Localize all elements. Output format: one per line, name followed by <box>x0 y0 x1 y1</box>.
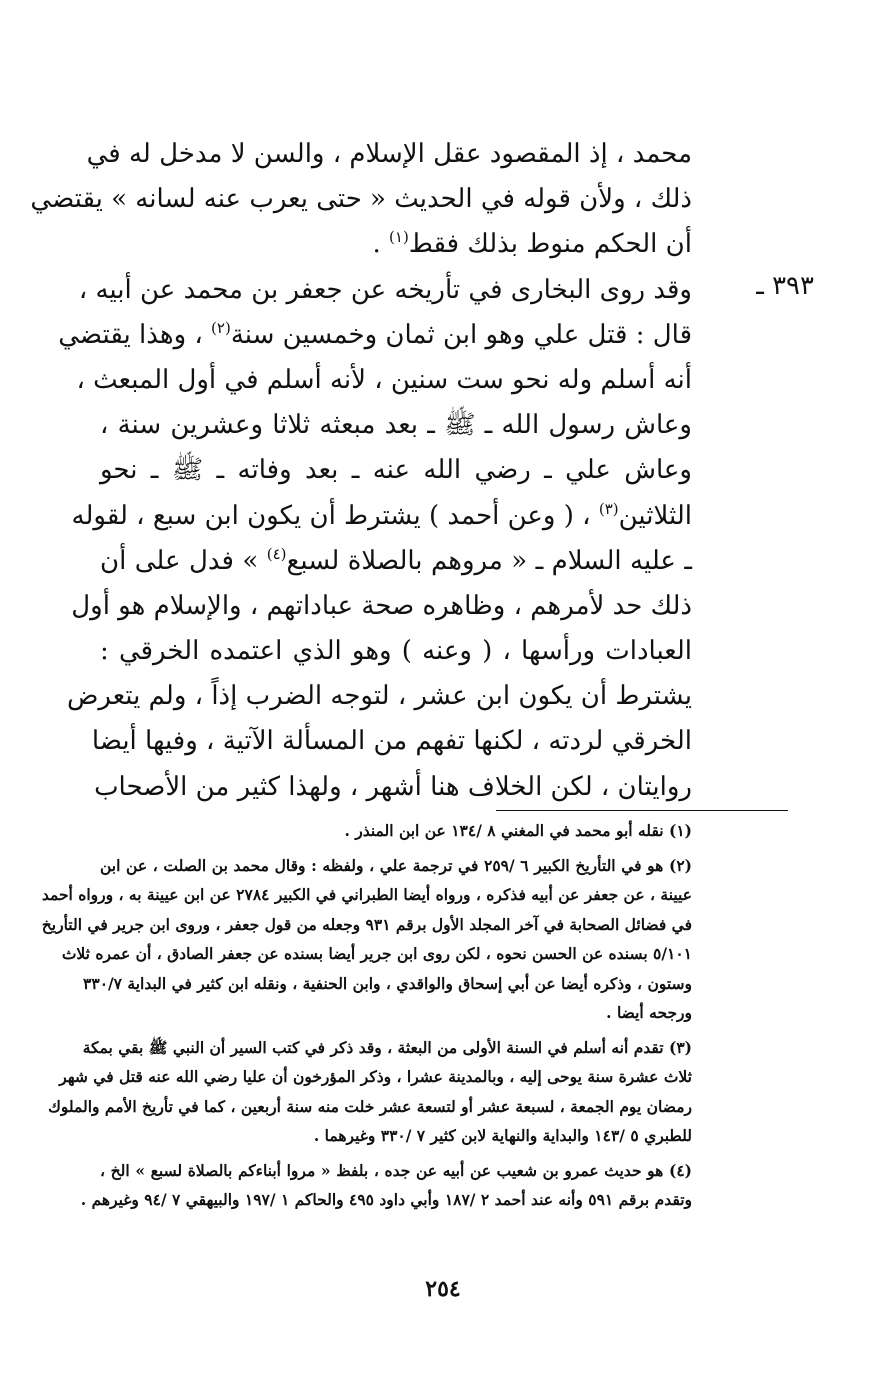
main-line: روايتان ، لكن الخلاف هنا أشهر ، ولهذا كثير من الأصحاب <box>94 771 692 802</box>
main-line: العبادات ورأسها ، ( وعنه ) وهو الذي اعتمده الخرقي : <box>100 636 692 667</box>
footnote-line: ورجحه أيضا . <box>606 1003 692 1022</box>
main-line-tail: ، ( وعن أحمد ) يشترط أن يكون ابن سبع ، لقوله <box>71 500 599 531</box>
footnote-3 <box>48 1033 692 1151</box>
footnote-line: (١) نقله أبو محمد في المغني ٨ /١٣٤ عن ابن المنذر . <box>344 821 692 840</box>
footnote-line: ثلاث عشرة سنة يوحى إليه ، وبالمدينة عشرا ، وذكر المؤرخون أن عليا رضي الله عنه قتل في شهر <box>59 1067 692 1086</box>
main-line-text: الثلاثين <box>618 500 692 531</box>
footnote-line: للطبري ٥ /١٤٣ والبداية والنهاية لابن كثير ٧ /٣٣٠ وغيرهما . <box>313 1126 692 1145</box>
main-line: وعاش رسول الله ـ ﷺ ـ بعد مبعثه ثلاثا وعشرين سنة ، <box>100 410 692 441</box>
main-line: أنه أسلم وله نحو ست سنين ، لأنه أسلم في أول المبعث ، <box>76 364 692 395</box>
footnote-2 <box>41 851 692 1028</box>
footnotes <box>41 816 692 1220</box>
footnote-line: (٣) تقدم أنه أسلم في السنة الأولى من البعثة ، وقد ذكر في كتب السير أن النبي ﷺ بقي بمكة <box>82 1037 692 1057</box>
main-line-text: قال : قتل علي وهو ابن ثمان وخمسين سنة <box>230 319 692 350</box>
footnote-line: عيينة ، عن جعفر عن أبيه فذكره ، ورواه أيضا الطبراني في الكبير ٢٧٨٤ عن ابن عيينة به ، ورواه أحمد <box>41 885 692 904</box>
footnote-line: رمضان يوم الجمعة ، لسبعة عشر أو لتسعة عشر خلت منه سنة أربعين ، كما في تأريخ الأمم والملوك <box>48 1096 692 1116</box>
footnote-4 <box>80 1156 692 1215</box>
footnote-separator <box>496 810 788 811</box>
footnote-line: (٢) هو في التأريخ الكبير ٦ /٢٥٩ في ترجمة علي ، ولفظه : وقال محمد بن الصلت ، عن ابن <box>100 855 692 875</box>
main-line-text: ـ عليه السلام ـ « مروهم بالصلاة لسبع <box>286 545 693 576</box>
main-line <box>71 494 692 539</box>
main-line: يشترط أن يكون ابن عشر ، لتوجه الضرب إذاً ، ولم يتعرض <box>66 681 692 712</box>
main-line: وعاش علي ـ رضي الله عنه ـ بعد وفاته ـ ﷺ ـ نحو <box>100 455 692 486</box>
main-line: ذلك حد لأمرهم ، وظاهره صحة عباداتهم ، والإسلام هو أول <box>71 590 692 621</box>
main-line: محمد ، إذ المقصود عقل الإسلام ، والسن لا مدخل له في <box>86 139 692 169</box>
footnote-line: وستون ، وذكره أيضا عن أبي إسحاق والواقدي ، وابن الحنفية ، ونقله ابن كثير في البداية ٣٣٠/٧ <box>83 973 692 993</box>
footnote-marker: (٤) <box>266 544 287 563</box>
main-line: وقد روى البخارى في تأريخه عن جعفر بن محمد عن أبيه ، <box>78 274 692 305</box>
main-line <box>100 539 692 584</box>
footnote-marker: (١) <box>389 228 409 247</box>
main-line <box>100 222 692 267</box>
page-number: ٢٥٤ <box>425 1276 461 1302</box>
footnote-line: ٥/١٠١ بسنده عن الحسن نحوه ، لكن روى ابن جرير أيضا بسنده عن جعفر الصادق ، أن عمره ثلاث <box>61 944 692 963</box>
main-line <box>58 313 692 358</box>
footnote-line: في فضائل الصحابة في آخر المجلد الأول برقم ٩٣١ وجعله من قول جعفر ، وروى ابن جرير في التأريخ <box>41 914 692 934</box>
main-line-tail: ، وهذا يقتضي <box>58 319 212 350</box>
main-line-tail: » فدل على أن <box>100 545 267 576</box>
main-line: الخرقي لردته ، لكنها تفهم من المسألة الآتية ، وفيها أيضا <box>91 726 692 757</box>
footnote-marker: (٣) <box>598 499 619 518</box>
footnote-marker: (٢) <box>211 318 231 337</box>
main-line-text: أن الحكم منوط بذلك فقط <box>408 229 692 260</box>
main-text <box>30 132 693 810</box>
main-line: ذلك ، ولأن قوله في الحديث « حتى يعرب عنه لسانه » يقتضي <box>30 184 692 215</box>
main-line-tail: . <box>372 229 390 260</box>
footnote-line: (٤) هو حديث عمرو بن شعيب عن أبيه عن جده ، بلفظ « مروا أبناءكم بالصلاة لسبع » الخ ، <box>100 1160 692 1180</box>
paragraph-number: ٣٩٣ ـ <box>756 271 814 301</box>
footnote-1 <box>100 816 692 846</box>
footnote-line: وتقدم برقم ٥٩١ وأنه عند أحمد ٢ /١٨٧ وأبي داود ٤٩٥ والحاكم ١ /١٩٧ والبيهقي ٧ /٩٤ وغيرهم . <box>80 1190 692 1209</box>
